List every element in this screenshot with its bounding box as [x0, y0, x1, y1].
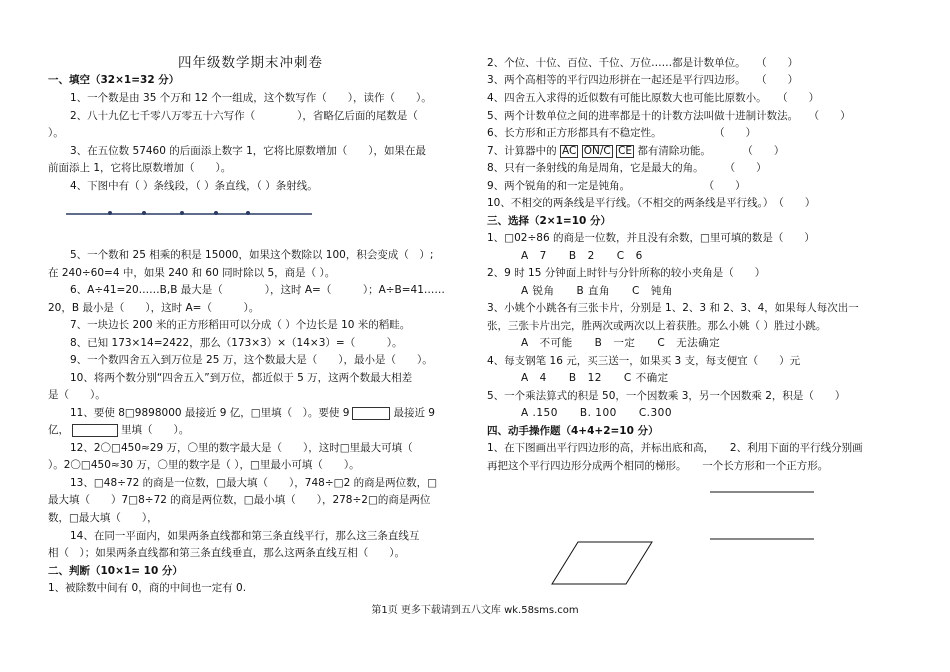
question-13-line-3: 数，□最大填（ ），	[48, 512, 158, 524]
section-choice: 三、选择（2×1=10 分）	[487, 215, 611, 227]
choice-1: 1、□02÷86 的商是一位数，并且没有余数，□里可填的数是（ ）	[487, 232, 815, 244]
judgement-2: 2、个位、十位、百位、千位、万位……都是计数单位。 （ ）	[487, 57, 799, 69]
judgement-1: 1、被除数中间有 0，商的中间也一定有 0.	[48, 582, 247, 594]
choice-4: 4、每支钢笔 16 元，买三送一，如果买 3 支，每支便宜（ ）元	[487, 355, 801, 367]
choice-2-options: A 锐角 B 直角 C 钝角	[521, 285, 673, 297]
judgement-10: 10、不相交的两条线是平行线。（不相交的两条线是平行线。） （ ）	[487, 197, 816, 209]
key-ce: CE	[618, 145, 633, 157]
question-1: 1、一个数是由 35 个万和 12 个一组成，这个数写作（ ），读作（ ）。	[70, 92, 432, 104]
judgement-7-text-a: 7、计算器中的	[487, 145, 557, 157]
question-14-line-1: 14、在同一平面内，如果两条直线都和第三条直线平行，那么这三条直线互	[70, 530, 420, 542]
judgement-7-text-b: 都有清除功能。 （ ）	[637, 145, 785, 157]
question-11-text-c: 亿，	[48, 424, 69, 436]
section-true-false: 二、判断（10×1= 10 分）	[48, 565, 183, 577]
question-9: 9、一个数四舍五入到万位是 25 万，这个数最大是（ ），最小是（ ）。	[70, 354, 433, 366]
figure-point	[180, 211, 184, 215]
question-12-line-2: ）。2〇□450≈30 万，〇里的数字是（ ），□里最小可填（ ）。	[48, 459, 360, 471]
question-12-line-1: 12、2〇□450≈29 万，〇里的数字最大是（ ），这时□里最大可填（	[70, 442, 424, 454]
judgement-5: 5、两个计数单位之间的进率都是十的计数方法叫做十进制计数法。 （ ）	[487, 110, 851, 122]
line-figure	[66, 208, 316, 218]
question-11-text-b: 最接近 9	[393, 407, 435, 419]
answer-box	[72, 424, 118, 437]
choice-3-line-1: 3、小姚个小跳各有三张卡片，分别是 1、2、3 和 2、3、4，如果每人每次出一	[487, 302, 859, 314]
question-2-line-2: ）。	[48, 127, 64, 139]
judgement-3: 3、两个高相等的平行四边形拼在一起还是平行四边形。 （ ）	[487, 74, 799, 86]
drawing-task-line-2: 再把这个平行四边形分成两个相同的梯形。 一个长方形和一个正方形。	[487, 460, 829, 472]
question-11-line-2	[48, 423, 189, 437]
question-14-line-2: 相（ ）；如果两条直线都和第三条直线垂直，那么这两条直线互相（ ）。	[48, 547, 405, 559]
page-footer: 第1页 更多下载请到五八文库 wk.58sms.com	[371, 605, 579, 616]
question-6-line-1: 6、A÷41=20……B,B 最大是（ ），这时 A=（ ）；A÷B=41……	[70, 284, 445, 296]
figure-point	[142, 211, 146, 215]
section-hands-on: 四、动手操作题（4+4+2=10 分）	[487, 425, 659, 437]
section-fill-in: 一、填空（32×1=32 分）	[48, 74, 180, 86]
parallel-lines-figure	[708, 490, 818, 540]
question-3-line-2: 前面添上 1，它将比原数增加（ ）。	[48, 162, 232, 174]
choice-1-options: A 7 B 2 C 6	[521, 250, 643, 262]
parallelogram	[552, 542, 652, 584]
key-on-c: ON/C	[583, 145, 611, 157]
question-13-line-1: 13、□48÷72 的商是一位数，□最大填（ ），748÷□2 的商是两位数，□	[70, 477, 438, 489]
question-5-line-2: 在 240÷60=4 中，如果 240 和 60 同时除以 5，商是（ ）。	[48, 267, 336, 279]
question-4: 4、下图中有（ ）条线段，（ ）条直线，（ ）条射线。	[70, 180, 318, 192]
question-11-line-1	[70, 406, 435, 420]
judgement-7	[487, 144, 784, 158]
question-8: 8、已知 173×14=2422，那么（173×3）×（14×3）=（ ）。	[70, 337, 403, 349]
drawing-task-line-1: 1、在下图画出平行四边形的高，并标出底和高， 2、利用下面的平行线分别画	[487, 442, 863, 454]
figure-point	[246, 211, 250, 215]
key-ac: AC	[562, 145, 577, 157]
judgement-6: 6、长方形和正方形都具有不稳定性。 （ ）	[487, 127, 757, 139]
choice-2: 2、9 时 15 分钟面上时针与分针所称的较小夹角是（ ）	[487, 267, 766, 279]
answer-box	[352, 407, 390, 420]
question-3-line-1: 3、在五位数 57460 的后面添上数字 1，它将比原数增加（ ），如果在最	[70, 145, 427, 157]
choice-5: 5、一个乘法算式的积是 50，一个因数乘 3，另一个因数乘 2，积是（ ）	[487, 390, 846, 402]
question-10-line-1: 10、将两个数分别“四舍五入”到万位，都近似于 5 万，这两个数最大相差	[70, 372, 413, 384]
figure-point	[214, 211, 218, 215]
choice-3-line-2: 张，三张卡片出完，胜两次或两次以上着获胜。那么小姚（ ）胜过小跳。	[487, 320, 827, 332]
judgement-4: 4、四舍五入求得的近似数有可能比原数大也可能比原数小。 （ ）	[487, 92, 820, 104]
choice-4-options: A 4 B 12 C 不确定	[521, 372, 669, 384]
question-7: 7、一块边长 200 米的正方形稻田可以分成（ ）个边长是 10 米的稻畦。	[70, 319, 411, 331]
choice-3-options: A 不可能 B 一定 C 无法确定	[521, 337, 721, 349]
question-2-line-1: 2、八十九亿七千零八万零五十六写作（ ），省略亿后面的尾数是（	[70, 110, 418, 122]
judgement-8: 8、只有一条射线的角是周角，它是最大的角。 （ ）	[487, 162, 767, 174]
parallelogram-figure	[550, 540, 670, 590]
question-13-line-2: 最大填（ ）7□8÷72 的商是两位数，□最小填（ ），278÷2□的商是两位	[48, 494, 431, 506]
choice-5-options: A .150 B. 100 C.300	[521, 407, 673, 419]
page-title: 四年级数学期末冲刺卷	[178, 55, 323, 71]
question-11-text-d: 里填（ ）。	[121, 424, 190, 436]
question-6-line-2: 20，B 最小是（ ），这时 A=（ ）。	[48, 302, 260, 314]
question-10-line-2: 是（ ）。	[48, 389, 106, 401]
question-5-line-1: 5、一个数和 25 相乘的积是 15000，如果这个数除以 100，积会变成（ ）;	[70, 249, 434, 261]
question-11-text-a: 11、要使 8□9898000 最接近 9 亿，□里填（ ）。要使 9	[70, 407, 350, 419]
figure-point	[108, 211, 112, 215]
judgement-9: 9、两个锐角的和一定是钝角。 （ ）	[487, 180, 746, 192]
